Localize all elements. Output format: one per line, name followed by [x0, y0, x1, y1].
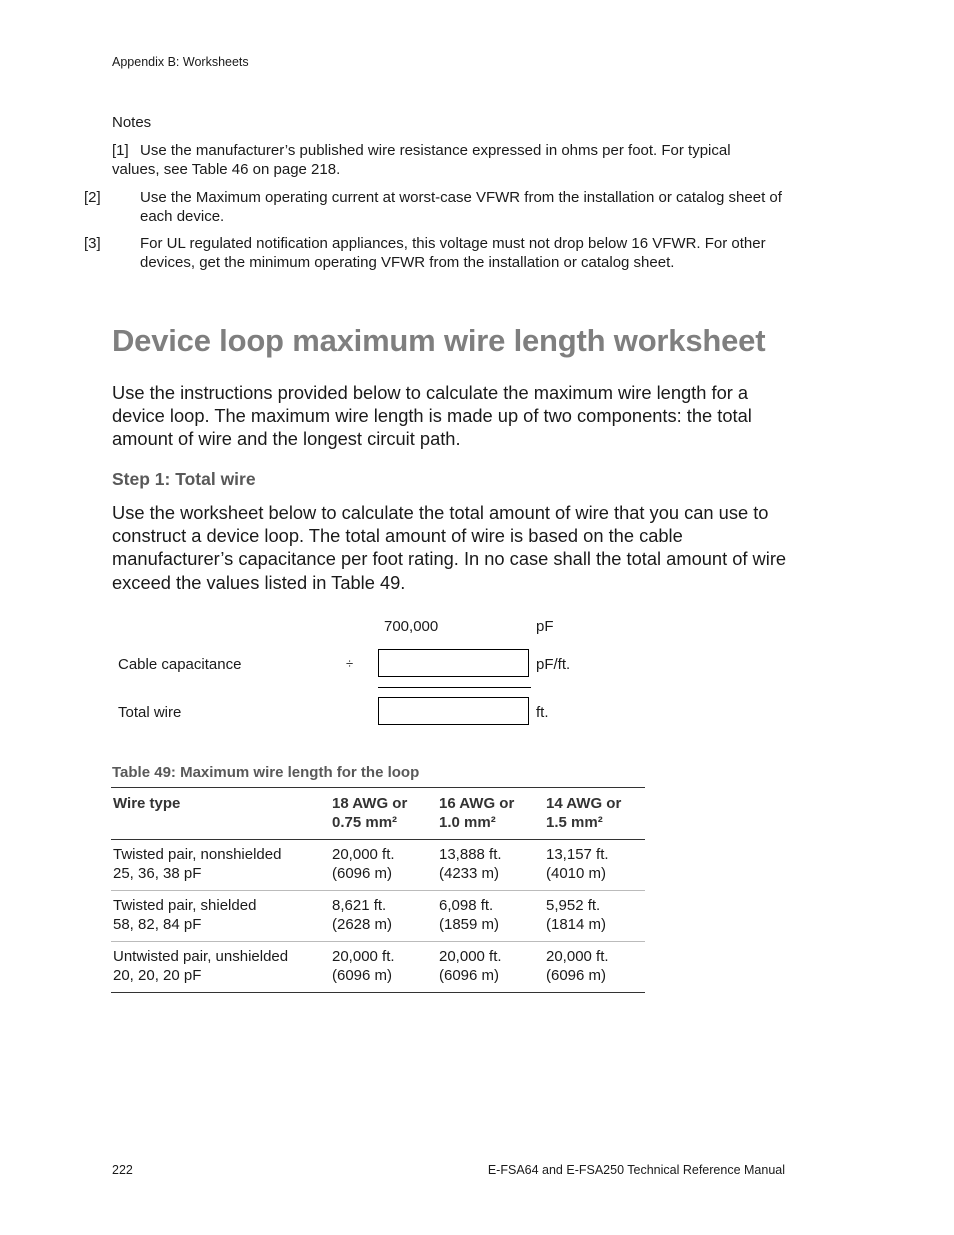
- table-cell: 20,000 ft. (6096 m): [330, 840, 437, 891]
- section-intro: Use the instructions provided below to calculate the maximum wire length for a device loop. The maximum wire length is made up of two components: the total amount of wire and the longest circuit path.: [112, 382, 752, 450]
- step-text: Use the worksheet below to calculate the total amount of wire that you can use to construct a device loop. The total amount of wire is based on the cable manufacturer’s capacitance per foot rating. In no case shall the total amount of wire exceed the values listed in Table 49.: [112, 502, 787, 593]
- note-number: [1]: [112, 142, 129, 159]
- table-cell: 13,888 ft. (4233 m): [437, 840, 544, 891]
- table-row: [111, 891, 645, 942]
- note-number: [3]: [84, 235, 101, 252]
- table-cell: 8,621 ft. (2628 m): [330, 891, 437, 942]
- worksheet-constant-unit: pF: [536, 618, 554, 635]
- manual-title: E-FSA64 and E-FSA250 Technical Reference Manual: [487, 1163, 785, 1177]
- table-cell: 20,000 ft. (6096 m): [330, 942, 437, 993]
- divide-operator: ÷: [346, 656, 354, 671]
- note-text: For UL regulated notification appliances, this voltage must not drop below 16 VFWR. For other devices, get the minimum operating VFWR from the installation or catalog sheet.: [140, 235, 766, 271]
- table-cell: Twisted pair, nonshielded 25, 36, 38 pF: [111, 840, 330, 891]
- header-wire-type: Wire type: [111, 788, 330, 840]
- note-text: Use the Maximum operating current at worst-case VFWR from the installation or catalog sheet of each device.: [140, 189, 782, 225]
- worksheet-total-wire-label: Total wire: [118, 704, 182, 721]
- table-row: [111, 942, 645, 993]
- notes-title: Notes: [112, 114, 152, 131]
- note-2: [84, 189, 800, 226]
- running-head: Appendix B: Worksheets: [112, 55, 249, 69]
- table-caption: Table 49: Maximum wire length for the loop: [112, 764, 420, 781]
- page-number: 222: [112, 1163, 133, 1177]
- division-line: [378, 687, 531, 688]
- table-cell: 5,952 ft. (1814 m): [544, 891, 645, 942]
- step-title: Step 1: Total wire: [112, 469, 256, 489]
- worksheet-total-wire-unit: ft.: [536, 704, 549, 721]
- header-14-awg: 14 AWG or 1.5 mm²: [544, 788, 645, 840]
- table-header-row: [111, 788, 645, 840]
- worksheet-constant-value: 700,000: [384, 618, 439, 635]
- table-cell: Twisted pair, shielded 58, 82, 84 pF: [111, 891, 330, 942]
- table-cell: Untwisted pair, unshielded 20, 20, 20 pF: [111, 942, 330, 993]
- note-3: [84, 235, 800, 272]
- header-18-awg: 18 AWG or 0.75 mm²: [330, 788, 437, 840]
- total-wire-input-box[interactable]: [378, 697, 529, 725]
- table-cell: 20,000 ft. (6096 m): [437, 942, 544, 993]
- table-cell: 6,098 ft. (1859 m): [437, 891, 544, 942]
- note-1: [112, 142, 772, 179]
- worksheet-cable-capacitance-label: Cable capacitance: [118, 656, 242, 673]
- table-row: [111, 840, 645, 891]
- note-text: Use the manufacturer’s published wire resistance expressed in ohms per foot. For typical values, see Table 46 on page 218.: [112, 142, 731, 178]
- wire-length-table: [111, 787, 645, 993]
- section-title: Device loop maximum wire length worksheet: [112, 323, 766, 358]
- table-cell: 20,000 ft. (6096 m): [544, 942, 645, 993]
- cable-capacitance-input-box[interactable]: [378, 649, 529, 677]
- note-number: [2]: [84, 189, 101, 206]
- table-cell: 13,157 ft. (4010 m): [544, 840, 645, 891]
- worksheet-cable-capacitance-unit: pF/ft.: [536, 656, 571, 673]
- header-16-awg: 16 AWG or 1.0 mm²: [437, 788, 544, 840]
